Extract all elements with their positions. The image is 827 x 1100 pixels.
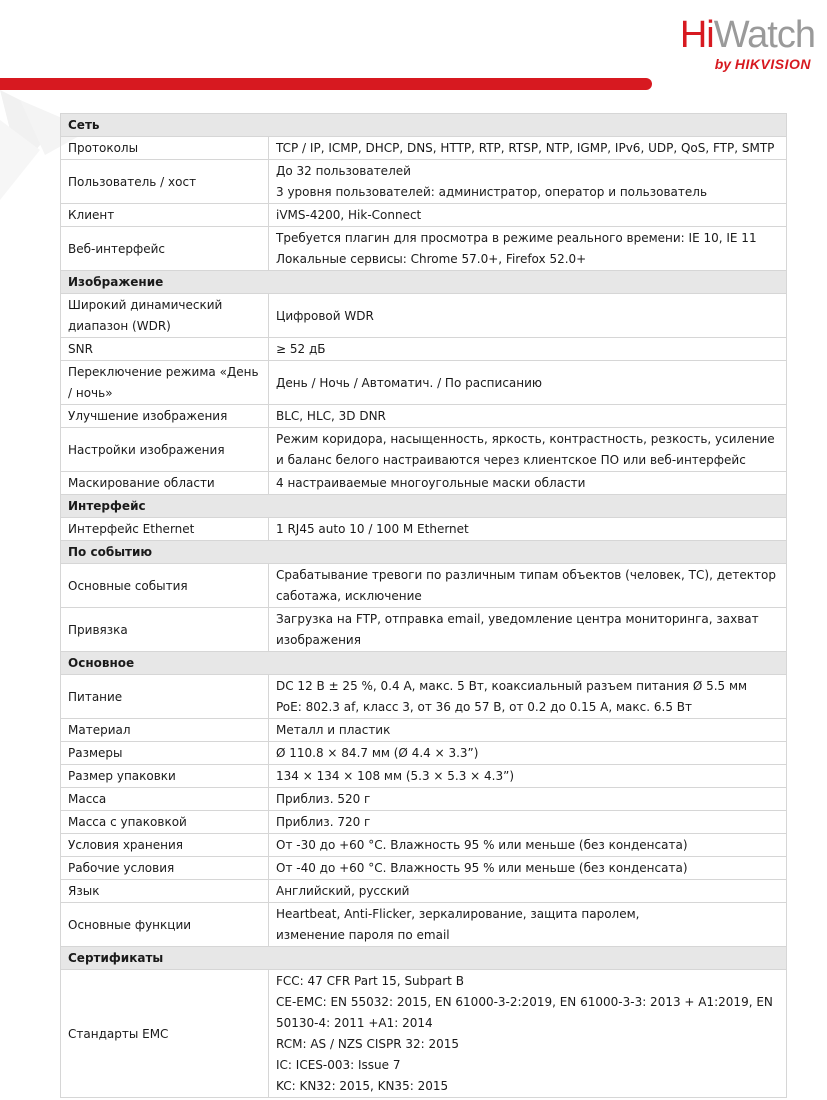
spec-value <box>269 564 787 608</box>
spec-row <box>61 338 787 361</box>
spec-value-line: ≥ 52 дБ <box>276 342 326 356</box>
spec-value <box>269 227 787 271</box>
spec-row <box>61 405 787 428</box>
spec-value <box>269 338 787 361</box>
spec-value <box>269 765 787 788</box>
section-title: Сеть <box>61 114 787 137</box>
spec-row <box>61 160 787 204</box>
spec-value-line: Heartbeat, Anti-Flicker, зеркалирование, защита паролем, <box>276 907 640 921</box>
spec-key: Широкий динамический диапазон (WDR) <box>61 294 269 338</box>
spec-value-line: PoE: 802.3 af, класс 3, от 36 до 57 В, от 0.2 до 0.15 А, макс. 6.5 Вт <box>276 700 693 714</box>
spec-value-line: IC: ICES-003: Issue 7 <box>276 1058 401 1072</box>
section-title: По событию <box>61 541 787 564</box>
spec-value-line: Приблиз. 520 г <box>276 792 371 806</box>
section-header-row <box>61 947 787 970</box>
section-title: Основное <box>61 652 787 675</box>
spec-value-line: От -30 до +60 °С. Влажность 95 % или меньше (без конденсата) <box>276 838 688 852</box>
spec-row <box>61 564 787 608</box>
spec-key: Переключение режима «День / ночь» <box>61 361 269 405</box>
spec-row <box>61 880 787 903</box>
spec-row <box>61 361 787 405</box>
spec-value-line: Требуется плагин для просмотра в режиме реального времени: IE 10, IE 11 <box>276 231 757 245</box>
spec-value <box>269 857 787 880</box>
spec-row <box>61 719 787 742</box>
spec-key: Язык <box>61 880 269 903</box>
section-header-row <box>61 114 787 137</box>
header-red-bar <box>0 78 652 90</box>
spec-row <box>61 834 787 857</box>
spec-value-line: 50130-4: 2011 +A1: 2014 <box>276 1016 433 1030</box>
spec-value <box>269 719 787 742</box>
spec-value-line: Ø 110.8 × 84.7 мм (Ø 4.4 × 3.3”) <box>276 746 479 760</box>
spec-value-line: и баланс белого настраиваются через клиентское ПО или веб-интерфейс <box>276 453 746 467</box>
logo-watch: Watch <box>713 14 815 56</box>
spec-value-line: саботажа, исключение <box>276 589 422 603</box>
spec-value-line: BLC, HLC, 3D DNR <box>276 409 386 423</box>
spec-row <box>61 675 787 719</box>
spec-key: Основные функции <box>61 903 269 947</box>
spec-table <box>60 113 787 1098</box>
section-title: Интерфейс <box>61 495 787 518</box>
section-header-row <box>61 271 787 294</box>
spec-key: Клиент <box>61 204 269 227</box>
spec-key: Рабочие условия <box>61 857 269 880</box>
spec-key: Маскирование области <box>61 472 269 495</box>
spec-value-line: KC: KN32: 2015, KN35: 2015 <box>276 1079 449 1093</box>
spec-key: Основные события <box>61 564 269 608</box>
spec-value-line: До 32 пользователей <box>276 164 411 178</box>
spec-value-line: От -40 до +60 °С. Влажность 95 % или меньше (без конденсата) <box>276 861 688 875</box>
spec-key: Масса с упаковкой <box>61 811 269 834</box>
spec-value <box>269 361 787 405</box>
spec-value-line: Локальные сервисы: Chrome 57.0+, Firefox 52.0+ <box>276 252 587 266</box>
spec-value <box>269 518 787 541</box>
spec-value-line: RCM: AS / NZS CISPR 32: 2015 <box>276 1037 460 1051</box>
spec-row <box>61 788 787 811</box>
spec-value <box>269 742 787 765</box>
spec-value-line: FCC: 47 CFR Part 15, Subpart B <box>276 974 464 988</box>
spec-value-line: CE-EMC: EN 55032: 2015, EN 61000-3-2:2019, EN 61000-3-3: 2013 + A1:2019, EN <box>276 995 773 1009</box>
spec-key: Пользователь / хост <box>61 160 269 204</box>
spec-value-line: Приблиз. 720 г <box>276 815 371 829</box>
section-header-row <box>61 652 787 675</box>
spec-value-line: изменение пароля по email <box>276 928 450 942</box>
spec-row <box>61 137 787 160</box>
spec-value-line: изображения <box>276 633 361 647</box>
spec-key: Протоколы <box>61 137 269 160</box>
spec-key: Масса <box>61 788 269 811</box>
spec-value-line: iVMS-4200, Hik-Connect <box>276 208 422 222</box>
spec-value <box>269 675 787 719</box>
spec-value-line: 1 RJ45 auto 10 / 100 M Ethernet <box>276 522 469 536</box>
spec-value <box>269 608 787 652</box>
spec-row <box>61 970 787 1098</box>
spec-key: Размеры <box>61 742 269 765</box>
spec-value <box>269 811 787 834</box>
spec-row <box>61 428 787 472</box>
section-title: Изображение <box>61 271 787 294</box>
spec-value-line: День / Ночь / Автоматич. / По расписанию <box>276 375 543 390</box>
spec-row <box>61 857 787 880</box>
spec-value <box>269 428 787 472</box>
spec-value-line: Загрузка на FTP, отправка email, уведомление центра мониторинга, захват <box>276 612 759 626</box>
spec-key: Настройки изображения <box>61 428 269 472</box>
spec-row <box>61 903 787 947</box>
spec-value-line: Режим коридора, насыщенность, яркость, контрастность, резкость, усиление <box>276 432 775 446</box>
spec-value-line: Английский, русский <box>276 884 410 898</box>
spec-row <box>61 811 787 834</box>
spec-value <box>269 834 787 857</box>
spec-value-line: 134 × 134 × 108 мм (5.3 × 5.3 × 4.3”) <box>276 769 515 783</box>
spec-key: Стандарты EMC <box>61 970 269 1098</box>
spec-value-line: DC 12 В ± 25 %, 0.4 А, макс. 5 Вт, коаксиальный разъем питания Ø 5.5 мм <box>276 679 748 693</box>
spec-value <box>269 405 787 428</box>
spec-value <box>269 903 787 947</box>
section-header-row <box>61 495 787 518</box>
spec-value <box>269 472 787 495</box>
spec-row <box>61 227 787 271</box>
spec-row <box>61 472 787 495</box>
spec-value <box>269 204 787 227</box>
spec-value-line: 4 настраиваемые многоугольные маски области <box>276 476 586 490</box>
spec-row <box>61 608 787 652</box>
spec-value-line: 3 уровня пользователей: администратор, оператор и пользователь <box>276 185 708 199</box>
spec-key: SNR <box>61 338 269 361</box>
spec-key: Привязка <box>61 608 269 652</box>
spec-row <box>61 204 787 227</box>
spec-key: Интерфейс Ethernet <box>61 518 269 541</box>
spec-key: Улучшение изображения <box>61 405 269 428</box>
spec-value <box>269 137 787 160</box>
logo-hi: Hi <box>679 14 714 56</box>
spec-row <box>61 294 787 338</box>
spec-key: Веб-интерфейс <box>61 227 269 271</box>
spec-key: Материал <box>61 719 269 742</box>
section-title: Сертификаты <box>61 947 787 970</box>
logo-hikvision: HIKVISION <box>734 56 811 72</box>
spec-value-line: TCP / IP, ICMP, DHCP, DNS, HTTP, RTP, RTSP, NTP, IGMP, IPv6, UDP, QoS, FTP, SMTP <box>276 141 775 155</box>
spec-value-line: Цифровой WDR <box>276 308 374 323</box>
logo-by: by <box>714 56 732 72</box>
spec-key: Питание <box>61 675 269 719</box>
spec-row <box>61 742 787 765</box>
spec-row <box>61 765 787 788</box>
spec-value-line: Срабатывание тревоги по различным типам объектов (человек, ТС), детектор <box>276 568 776 582</box>
spec-key: Размер упаковки <box>61 765 269 788</box>
spec-value <box>269 788 787 811</box>
spec-value <box>269 970 787 1098</box>
spec-key: Условия хранения <box>61 834 269 857</box>
hiwatch-logo <box>680 14 815 72</box>
section-header-row <box>61 541 787 564</box>
spec-value <box>269 160 787 204</box>
spec-value-line: Металл и пластик <box>276 723 391 737</box>
spec-value <box>269 880 787 903</box>
spec-row <box>61 518 787 541</box>
spec-value <box>269 294 787 338</box>
